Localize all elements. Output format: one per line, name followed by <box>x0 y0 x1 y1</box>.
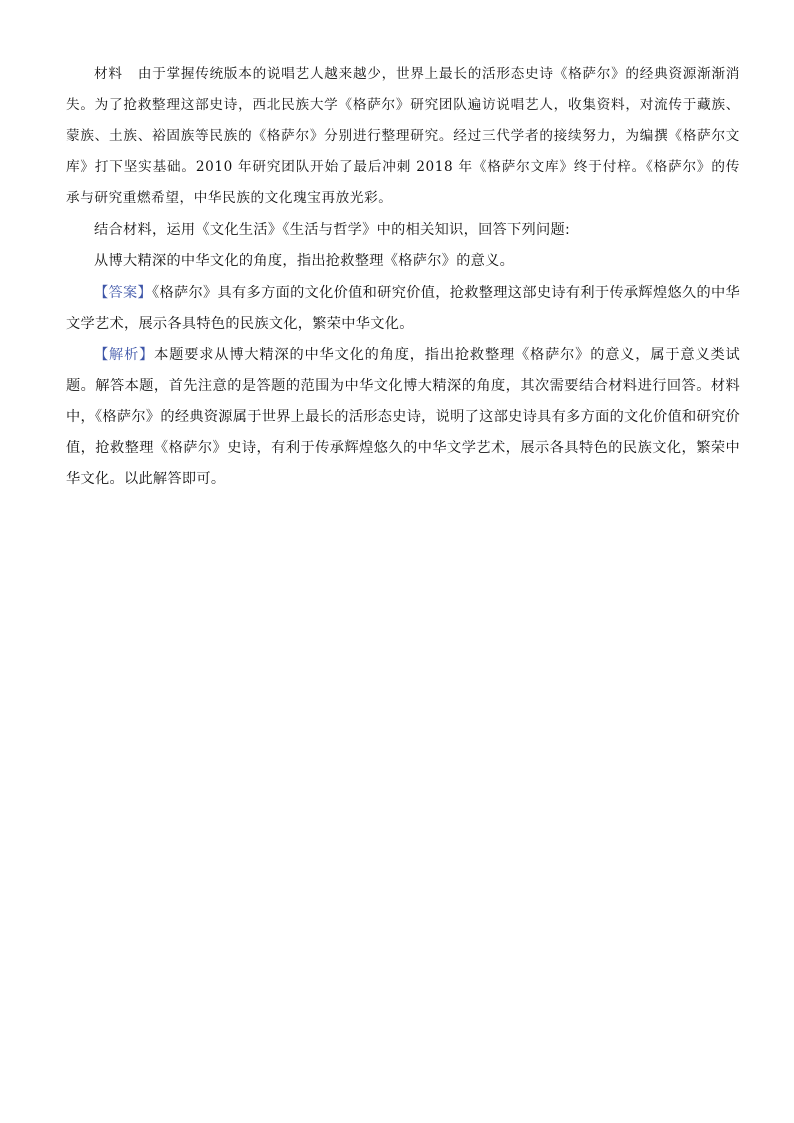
question-text: 从博大精深的中华文化的角度，指出抢救整理《格萨尔》的意义。 <box>94 253 515 269</box>
analysis-paragraph <box>66 340 740 495</box>
instruction-text: 结合材料，运用《文化生活》《生活与哲学》中的相关知识，回答下列问题: <box>94 222 571 238</box>
material-paragraph <box>66 59 740 214</box>
answer-text: 《格萨尔》具有多方面的文化价值和研究价值，抢救整理这部史诗有利于传承辉煌悠久的中华文学艺术，展示各具特色的民族文化，繁荣中华文化。 <box>66 285 741 332</box>
answer-paragraph <box>66 278 740 340</box>
answer-tag: 【答案】 <box>94 285 153 301</box>
material-label: 材料 <box>94 66 123 82</box>
analysis-tag: 【解析】 <box>94 347 155 363</box>
analysis-text: 本题要求从博大精深的中华文化的角度，指出抢救整理《格萨尔》的意义，属于意义类试题。解答本题，首先注意的是答题的范围为中华文化博大精深的角度，其次需要结合材料进行回答。材料中，《格萨尔》的经典资源属于世界上最长的活形态史诗，说明了这部史诗具有多方面的文化价值和研究价值，抢救整理《格萨尔》史诗，有利于传承辉煌悠久的中华文学艺术，展示各具特色的民族文化，繁荣中华文化。以此解答即可。 <box>66 347 741 487</box>
material-text: 由于掌握传统版本的说唱艺人越来越少，世界上最长的活形态史诗《格萨尔》的经典资源渐渐消失。为了抢救整理这部史诗，西北民族大学《格萨尔》研究团队遍访说唱艺人，收集资料，对流传于藏族、蒙族、土族、裕固族等民族的《格萨尔》分别进行整理研究。经过三代学者的接续努力，为编撰《格萨尔文库》打下坚实基础。2010 年研究团队开始了最后冲刺 2018 年《格萨尔文库》终于付梓。《格萨尔》的传承与研究重燃希望，中华民族的文化瑰宝再放光彩。 <box>66 66 740 206</box>
